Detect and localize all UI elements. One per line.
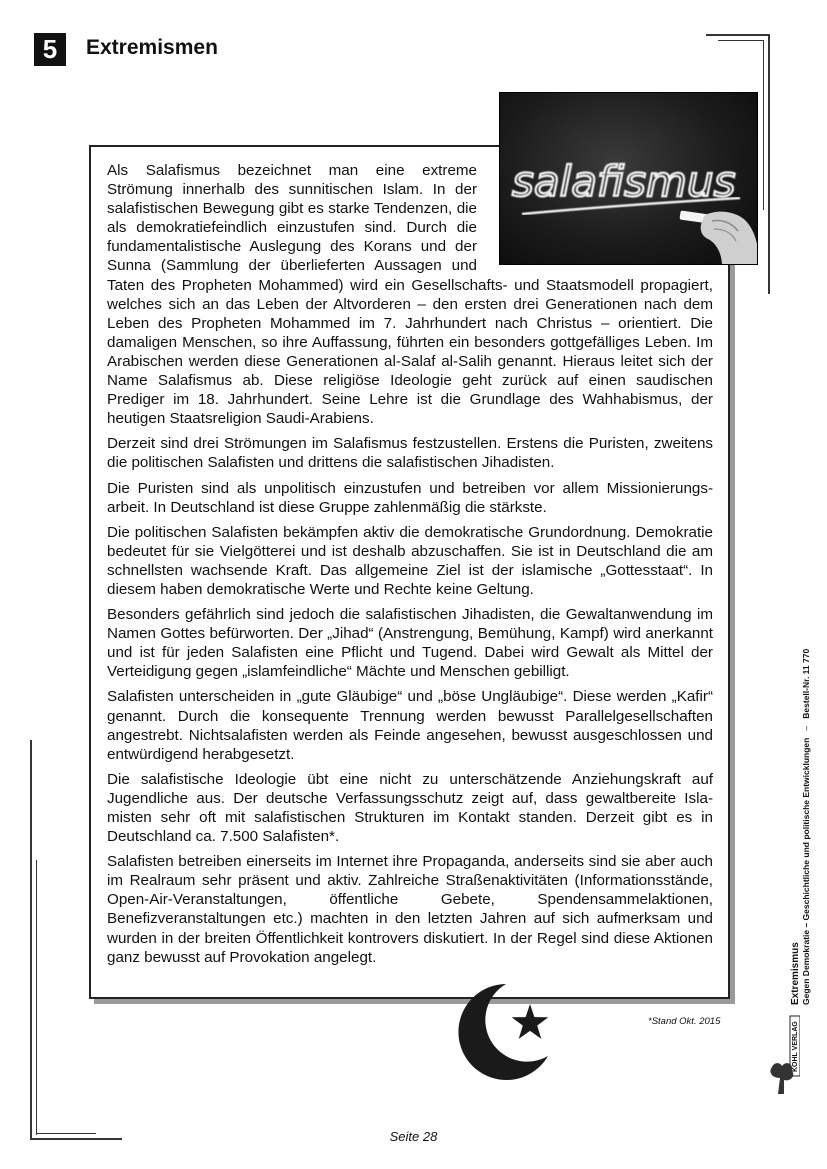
corner-line-top-right-v (768, 34, 770, 294)
chalkboard-hand-image (499, 92, 758, 265)
sidebar-info (790, 649, 811, 1005)
publisher-name: KOHL VERLAG (792, 1021, 799, 1072)
page-title: Extremismen (86, 36, 218, 59)
chapter-number: 5 (34, 33, 66, 66)
paragraph-5: Besonders gefährlich sind jedoch die salafistischen Jihadisten, die Gewaltanwendung im Namen Gottes befürworten. Der „Jihad“ (Anstrengung, Bemühung, Kampf) wird anerkannt und ist für jeden Salafisten eine Pflicht und Tugend. Dabei wird Gewalt als Mittel der Verteidigung gegen „islamfeindliche“ Mächte und Menschen gebilligt. (107, 606, 713, 681)
order-number: Bestell-Nr. 11 770 (801, 648, 811, 719)
paragraph-2: Derzeit sind drei Strömungen im Salafismus festzustellen. Erstens die Puristen, zweitens die politischen Salafisten und drittens die salafistischen Jihadisten. (107, 435, 713, 472)
paragraph-6: Salafisten unterscheiden in „gute Gläubige“ und „böse Ungläubige“. Diese werden „Kafir“ genannt. Durch die konsequente Trennung werden bewusst Parallelgesellschaften angestrebt. Nichtsalafisten werden als Feinde angesehen, bewusst ausgeschlossen und entwürdigend herabgesetzt. (107, 688, 713, 763)
corner-line-bottom-left-v (30, 740, 32, 1140)
sidebar-title: Extremismus (790, 942, 801, 1005)
paragraph-8: Salafisten betreiben einerseits im Internet ihre Propaganda, anderseits sind sie aber auch im Realraum sehr präsent und aktiv. Zahlreiche Straßenaktivitäten (Informationsstände, Open-Air-Veranstaltungen, öffentliche Gebete, Spendensammelaktionen, Benefizveranstaltungen etc.) machten in den letzten Jahren auf sich aufmerksam und wurden in der breiten Öffentlichkeit kontrovers diskutiert. In der Regel sind diese Aktionen ganz bewusst auf Provokation angelegt. (107, 853, 713, 966)
paragraph-1: Als Salafismus bezeichnet man eine extreme Strömung innerhalb des sunnitischen Islam. In der salafistischen Bewegung gibt es starke Tendenzen, die als demokratiefeindlich einzustufen sind. Durch die fundamentalistische Auslegung des Korans und der Sunna (Sammlung der überlieferten Aussagen und Taten des Propheten Mohammed) wird ein Gesellschafts- und Staatsmodell propagiert, welches sich an das Leben der Altvorderen – den ersten drei Generationen nach dem Leben des Propheten Mohammed im 7. Jahrhundert nach Christus – orientiert. Die damaligen Menschen, so ihre Auffassung, führten ein besonders gottgefälliges Leben. Im Arabischen werden diese Generationen al-Salaf al-Salih genannt. Hieraus leitet sich der Name Salafismus ab. Diese religiöse Ideologie geht zurück auf einen saudischen Prediger im 18. Jahrhundert. Seine Lehre ist die Grundlage des Wahhabismus, der heutigen Staatsreligion Saudi-Arabiens. (107, 162, 713, 428)
paragraph-4: Die politischen Salafisten bekämpfen aktiv die demokratische Grundordnung. Demokratie bedeutet für sie Vielgötterei und ist deshalb abzuschaffen. Sie ist in Deutschland die am schnellsten wachsende Kraft. Das allgemeine Ziel ist der islamische „Gottesstaat“. In diesem haben demokratische Werte und Rechte keine Geltung. (107, 523, 713, 598)
corner-line-top-right-h (706, 34, 770, 36)
crescent-star-icon (446, 978, 554, 1080)
sidebar-separator: – (801, 725, 811, 731)
paragraph-7: Die salafistische Ideologie übt eine nicht zu unterschätzende Anziehungskraft auf Jugendliche aus. Der deutsche Verfassungsschutz zeigt auf, dass gewaltbereite Islamisten sehr oft mit salafistischen Strukturen im Kontakt standen. Derzeit gibt es in Deutschland ca. 7.500 Salafisten*. (107, 770, 713, 846)
article-text (107, 161, 713, 973)
corner-line-bottom-left-v2 (36, 860, 37, 1135)
sidebar-subtitle: Gegen Demokratie – Geschichtliche und politische Entwicklungen (801, 737, 811, 1005)
chalk-word: salafismus (512, 157, 736, 206)
footnote: *Stand Okt. 2015 (648, 1016, 721, 1027)
corner-line-top-right-h2 (718, 40, 764, 41)
corner-line-top-right-v2 (763, 40, 764, 210)
publisher-logo-icon (768, 1014, 800, 1094)
chalkboard-svg (500, 93, 758, 265)
page-number: Seite 28 (389, 1129, 438, 1144)
paragraph-3: Die Puristen sind als unpolitisch einzustufen und betreiben vor allem Missionierungsarbeit. In Deutschland ist diese Gruppe zahlenmäßig die stärkste. (107, 479, 713, 516)
